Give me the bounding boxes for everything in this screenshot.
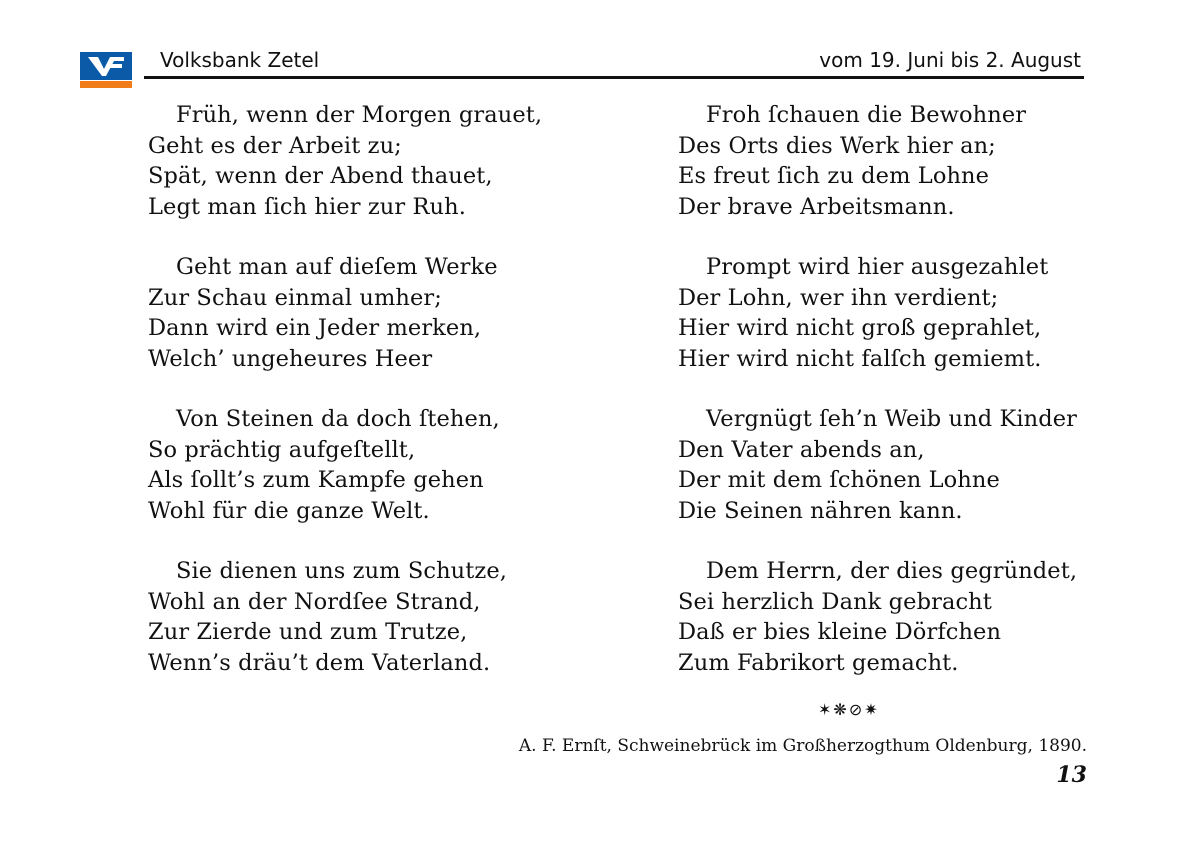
poem-line: Als ſollt’s zum Kampfe gehen — [148, 467, 484, 493]
poem-line: Vergnügt ſeh’n Weib und Kinder — [706, 406, 1078, 432]
poem-line: Sie dienen uns zum Schutze, — [176, 558, 508, 584]
stanza — [678, 404, 1077, 526]
header-dates: vom 19. Juni bis 2. August — [819, 48, 1081, 72]
poem-line: Wohl an der Nordſee Strand, — [148, 588, 481, 615]
poem-line: Früh, wenn der Morgen grauet, — [176, 102, 543, 128]
poem-line: Welch’ ungeheures Heer — [148, 345, 433, 372]
poem-line: Dann wird ein Jeder merken, — [148, 315, 482, 341]
stanza — [678, 556, 1077, 678]
poem-line: Der mit dem ſchönen Lohne — [678, 467, 1000, 493]
poem-line: Froh ſchauen die Bewohner — [706, 102, 1027, 128]
poem-line: Geht man auf dieſem Werke — [176, 254, 498, 280]
poem-line: Es freut ſich zu dem Lohne — [678, 163, 990, 189]
poem-line: Hier wird nicht groß geprahlet, — [678, 315, 1042, 341]
poem-left-column — [148, 100, 542, 708]
poem-line: Die Seinen nähren kann. — [678, 497, 963, 524]
poem-line: Zum Fabrikort gemacht. — [678, 649, 959, 676]
poem-line: Geht es der Arbeit zu; — [148, 132, 402, 159]
stanza — [678, 252, 1077, 374]
poem-line: Wenn’s dräu’t dem Vaterland. — [148, 649, 491, 676]
header-rule — [144, 76, 1084, 79]
poem-line: Zur Zierde und zum Trutze, — [148, 619, 468, 645]
poem-line: Wohl für die ganze Welt. — [148, 497, 430, 524]
ornament-icon: ✶❋⊘✷ — [818, 700, 880, 719]
poem-line: Zur Schau einmal umher; — [148, 284, 442, 311]
poem-line: Der brave Arbeitsmann. — [678, 193, 955, 220]
stanza — [148, 404, 542, 526]
poem-line: Sei herzlich Dank gebracht — [678, 588, 992, 615]
header-title: Volksbank Zetel — [160, 48, 320, 72]
poem-line: Von Steinen da doch ſtehen, — [176, 406, 500, 432]
stanza — [148, 556, 542, 678]
volksbank-logo-icon — [80, 52, 132, 88]
poem-line: Daß er bies kleine Dörfchen — [678, 619, 1002, 645]
stanza — [678, 100, 1077, 222]
stanza — [148, 100, 542, 222]
stanza — [148, 252, 542, 374]
poem-line: Den Vater abends an, — [678, 436, 925, 463]
poem-line: So prächtig aufgeſtellt, — [148, 436, 416, 463]
page-number: 13 — [1056, 762, 1087, 788]
poem-line: Legt man ſich hier zur Ruh. — [148, 193, 466, 220]
attribution: A. F. Ernſt, Schweinebrück im Großherzogthum Oldenburg, 1890. — [518, 736, 1087, 756]
poem-line: Spät, wenn der Abend thauet, — [148, 163, 493, 189]
poem-line: Dem Herrn, der dies gegründet, — [706, 558, 1078, 584]
poem-line: Der Lohn, wer ihn verdient; — [678, 284, 999, 311]
poem-line: Hier wird nicht falſch gemiemt. — [678, 345, 1042, 372]
poem-right-column — [678, 100, 1077, 708]
poem-line: Prompt wird hier ausgezahlet — [706, 254, 1049, 280]
poem-line: Des Orts dies Werk hier an; — [678, 132, 996, 159]
